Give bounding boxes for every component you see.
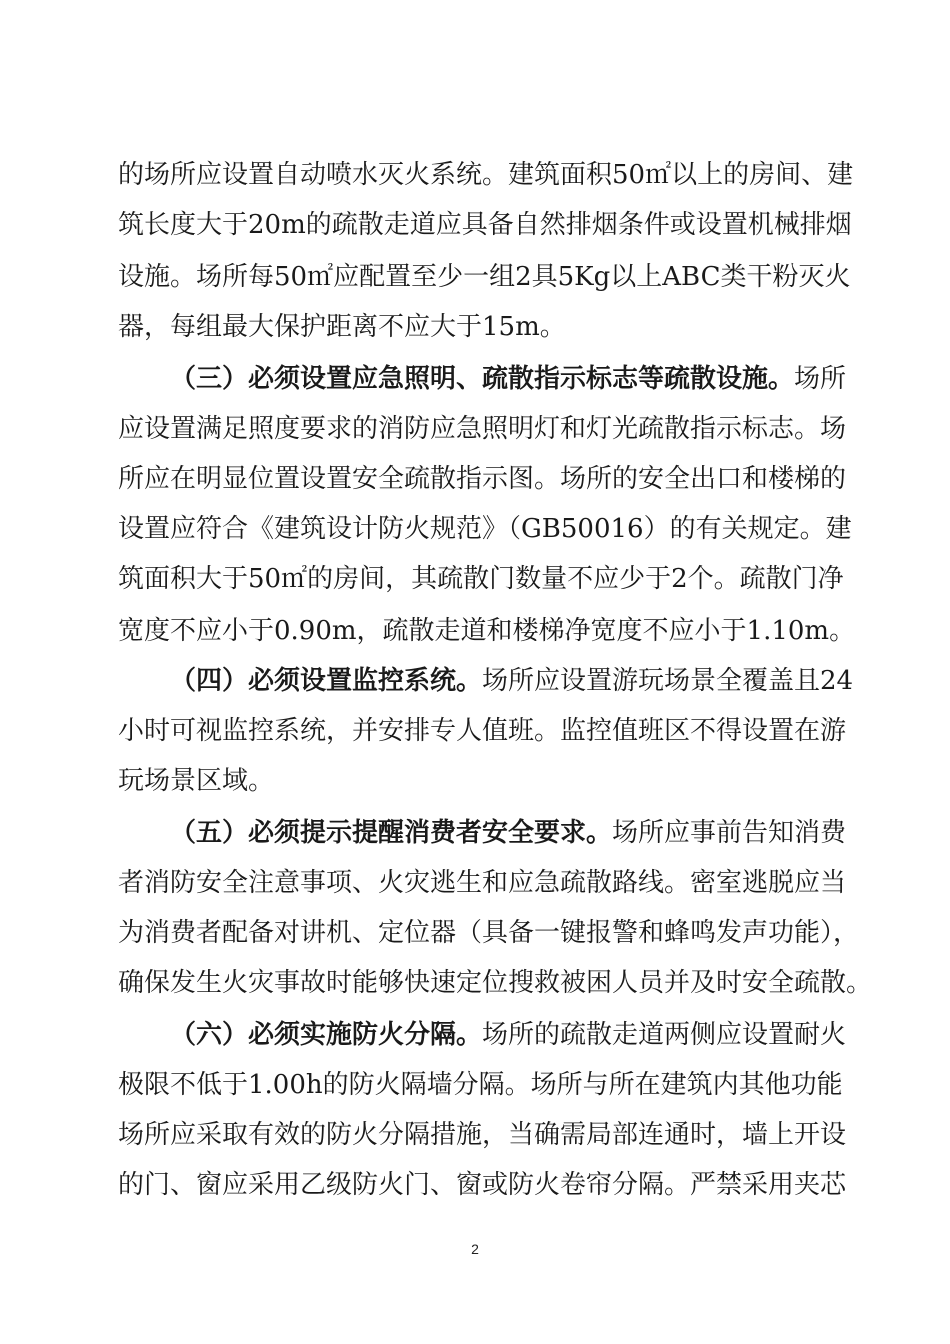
section-heading-5: （五）必须提示提醒消费者安全要求。 [170,818,613,848]
text-line: 设施。场所每50㎡应配置至少一组2具5Kg以上ABC类干粉灭火 [118,262,851,292]
text-line: 场所应事前告知消费 [612,818,847,848]
paragraph-first-line [170,356,846,402]
text-line: 场所应采取有效的防火分隔措施，当确需局部连通时，墙上开设 [118,1120,847,1150]
section-heading-6: （六）必须实施防火分隔。 [170,1020,483,1050]
text-line: 器，每组最大保护距离不应大于15m。 [118,312,566,342]
text-line: 所应在明显位置设置安全疏散指示图。场所的安全出口和楼梯的 [118,464,847,494]
page-number: 2 [471,1241,479,1257]
text-line: 筑长度大于20m的疏散走道应具备自然排烟条件或设置机械排烟 [118,210,852,240]
text-line: 筑面积大于50㎡的房间，其疏散门数量不应少于2个。疏散门净 [118,564,844,594]
paragraph-first-line [170,1012,846,1058]
text-line: 场所的疏散走道两侧应设置耐火 [482,1020,847,1050]
text-line: 设置应符合《建筑设计防火规范》（GB50016）的有关规定。建 [118,514,852,544]
text-line: 场所 [794,364,847,394]
text-line: 玩场景区域。 [118,766,275,796]
text-line: 者消防安全注意事项、火灾逃生和应急疏散路线。密室逃脱应当 [118,868,847,898]
section-heading-4: （四）必须设置监控系统。 [170,666,483,696]
paragraph-first-line [170,658,853,704]
text-line: 确保发生火灾事故时能够快速定位搜救被困人员并及时安全疏散。 [118,968,873,998]
text-line: 的门、窗应采用乙级防火门、窗或防火卷帘分隔。严禁采用夹芯 [118,1170,847,1200]
text-line: 为消费者配备对讲机、定位器（具备一键报警和蜂鸣发声功能）， [118,918,860,948]
text-line: 应设置满足照度要求的消防应急照明灯和灯光疏散指示标志。场 [118,414,847,444]
paragraph-first-line [170,810,846,856]
section-heading-3: （三）必须设置应急照明、疏散指示标志等疏散设施。 [170,364,795,394]
text-line: 场所应设置游玩场景全覆盖且24 [482,666,854,696]
text-line: 小时可视监控系统，并安排专人值班。监控值班区不得设置在游 [118,716,847,746]
text-line: 极限不低于1.00h的防火隔墙分隔。场所与所在建筑内其他功能 [118,1070,843,1100]
text-line: 宽度不应小于0.90m，疏散走道和楼梯净宽度不应小于1.10m。 [118,616,856,646]
text-line: 的场所应设置自动喷水灭火系统。建筑面积50㎡以上的房间、建 [118,160,854,190]
